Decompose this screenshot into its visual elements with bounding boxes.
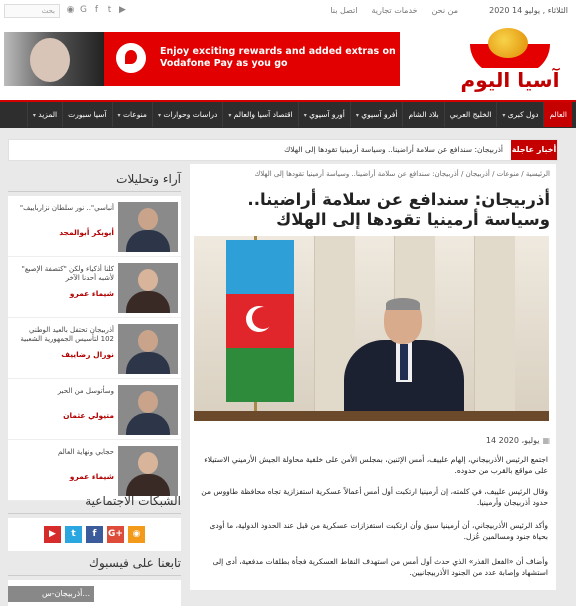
youtube-icon[interactable]: ▶ (119, 5, 126, 15)
article-image (194, 236, 549, 421)
opinion-title[interactable]: "أنباسي".. نور سلطان نزارباييف (19, 204, 114, 212)
rss-icon[interactable]: ◉ (128, 526, 145, 543)
list-item[interactable] (8, 379, 181, 440)
top-link-contact[interactable]: اتصل بنا (330, 6, 358, 15)
ad-text: Enjoy exciting rewards and added extras on Vodafone Pay as you go (160, 46, 396, 69)
opinion-author[interactable]: شيماء عمرو (69, 472, 114, 481)
breadcrumb-misc[interactable]: منوعات (496, 170, 520, 178)
nav-item-major-countries[interactable]: دول كبرى ▾ (496, 102, 543, 127)
chevron-down-icon: ▾ (228, 112, 232, 119)
chevron-down-icon: ▾ (32, 112, 36, 119)
breaking-news-label: أخبار عاجلة (511, 140, 557, 160)
twitter-icon[interactable]: t (107, 5, 112, 15)
social-buttons (8, 518, 181, 551)
top-links (330, 6, 458, 15)
list-item[interactable] (8, 257, 181, 318)
breadcrumb-current: أذربيجان: سندافع عن سلامة أراضينا.. وسياسة أرمينيا تقودها إلى الهلاك (254, 170, 459, 178)
breadcrumb-home[interactable]: الرئيسية (525, 170, 550, 178)
main-navigation (0, 100, 576, 128)
article-paragraph: وقال الرئيس علييف، في كلمته، إن أرمينيا ارتكبت أول أمس أعمالاً عسكرية استفزازية تجاه محافظة طاووس من حدود أذربيجان وأرمينيا. (201, 487, 548, 507)
calendar-icon: ▦ (542, 436, 550, 445)
current-date: الثلاثاء , يوليو 14 2020 (489, 6, 568, 15)
breaking-news-bar (8, 139, 558, 161)
globe-icon (488, 28, 528, 58)
header (0, 24, 576, 100)
nav-item-more[interactable]: المزيد ▾ (27, 102, 62, 127)
vodafone-logo-icon (116, 43, 146, 73)
link-tooltip: أذربيجان-س... (8, 586, 94, 602)
chevron-down-icon: ▾ (355, 112, 359, 119)
google-plus-icon[interactable]: G (80, 5, 87, 15)
opinions-widget-title: آراء وتحليلات (8, 168, 181, 192)
nav-item-afro-asian[interactable]: أفرو آسيوي ▾ (350, 102, 403, 127)
nav-item-world[interactable]: العالم (543, 102, 572, 127)
facebook-icon[interactable]: f (94, 5, 99, 15)
chevron-down-icon: ▾ (157, 112, 161, 119)
youtube-icon[interactable]: ▶ (44, 526, 61, 543)
opinion-author[interactable]: متيولي عثمان (63, 411, 114, 420)
social-widget (8, 490, 181, 551)
opinion-title[interactable]: وسأتوسل من الحبر (57, 387, 114, 395)
opinion-author[interactable]: نورال رضاييف (61, 350, 114, 359)
chevron-down-icon: ▾ (502, 112, 506, 119)
ad-photo (4, 32, 104, 86)
facebook-feed[interactable] (8, 580, 181, 606)
chevron-down-icon: ▾ (117, 112, 121, 119)
site-logo[interactable] (460, 24, 560, 94)
opinion-author[interactable]: شيماء عمرو (69, 289, 114, 298)
sidebar (8, 168, 181, 501)
author-photo (118, 446, 178, 496)
facebook-icon[interactable]: f (86, 526, 103, 543)
chevron-down-icon: ▾ (303, 112, 307, 119)
breaking-news-text[interactable]: أذربيجان: سندافع عن سلامة أراضينا.. وسياسة أرمينيا تقودها إلى الهلاك (284, 145, 503, 154)
article-paragraph: اجتمع الرئيس الأذربيجاني، إلهام علييف، أمس الإثنين، بمجلس الأمن على خلفية محاولة الجيش الأرميني الاستيلاء على مواقع بالقرب من حدوده. (204, 455, 548, 475)
nav-item-studies[interactable]: دراسات وحوارات ▾ (152, 102, 222, 127)
search-input[interactable]: بحث (4, 4, 60, 18)
rss-icon[interactable]: ◉ (66, 5, 75, 15)
facebook-widget (8, 552, 181, 606)
nav-item-sport[interactable]: آسيا سبورت (62, 102, 111, 127)
nav-item-economy[interactable]: اقتصاد آسيا والعالم ▾ (222, 102, 297, 127)
article-paragraph: وأضاف أن «الفعل القذر» الذي حدث أول أمس من استهدف النقاط العسكرية فجأة بطلقات مدفعية، أدى إلى استشهاد وإصابة عدد من الجنود الأذربيجانيين. (212, 557, 548, 577)
opinion-title[interactable]: أذربيجان تحتفل بالعيد الوطني 102 لتأسيس الجمهورية الشعبية (20, 326, 114, 343)
social-widget-title: الشبكات الاجتماعية (8, 490, 181, 514)
breadcrumb-azerbaijan[interactable]: أذربيجان (465, 170, 490, 178)
breadcrumb: الرئيسية / منوعات / أذربيجان / أذربيجان: سندافع عن سلامة أراضينا.. وسياسة أرمينيا تقودها إلى الهلاك (254, 170, 550, 178)
author-photo (118, 263, 178, 313)
top-link-about[interactable]: من نحن (431, 6, 458, 15)
flag-icon (226, 240, 294, 402)
nav-item-levant[interactable]: بلاد الشام (402, 102, 443, 127)
nav-item-misc[interactable]: منوعات ▾ (112, 102, 152, 127)
facebook-widget-title: تابعنا على فيسبوك (8, 552, 181, 576)
top-social-icons (66, 5, 127, 15)
list-item[interactable] (8, 318, 181, 379)
opinion-title[interactable]: حجابي ونهاية العالم (58, 448, 114, 456)
article-paragraph: وأكد الرئيس الأذربيجاني، أن أرمينيا سبق وأن ارتكبت استفزازات عسكرية من قبل عند الحدود الدولية، ما أودى بحياة جنود ومسالمين عُزل. (209, 521, 548, 541)
nav-item-euro-asian[interactable]: أورو آسيوي ▾ (298, 102, 350, 127)
article-date: 14 يوليو، 2020 ▦ (485, 436, 550, 445)
list-item[interactable] (8, 196, 181, 257)
top-bar (0, 0, 576, 25)
author-photo (118, 385, 178, 435)
google-plus-icon[interactable]: G+ (107, 526, 124, 543)
nav-item-gulf[interactable]: الخليج العربي (444, 102, 497, 127)
page-title: أذربيجان: سندافع عن سلامة أراضينا.. وسياسة أرمينيا تقودها إلى الهلاك (247, 190, 550, 229)
article (190, 164, 556, 590)
site-logo-text: آسيا اليوم (460, 68, 560, 92)
top-link-business[interactable]: خدمات تجارية (371, 6, 418, 15)
opinion-author[interactable]: أبوبكر أبوالمجد (59, 228, 114, 237)
advertisement-banner[interactable] (4, 32, 400, 86)
twitter-icon[interactable]: t (65, 526, 82, 543)
author-photo (118, 202, 178, 252)
author-photo (118, 324, 178, 374)
opinion-title[interactable]: كلنا أذكياء ولكن "كتصفة الإصبع" لأشبه أحدنا الآخر (21, 265, 114, 282)
